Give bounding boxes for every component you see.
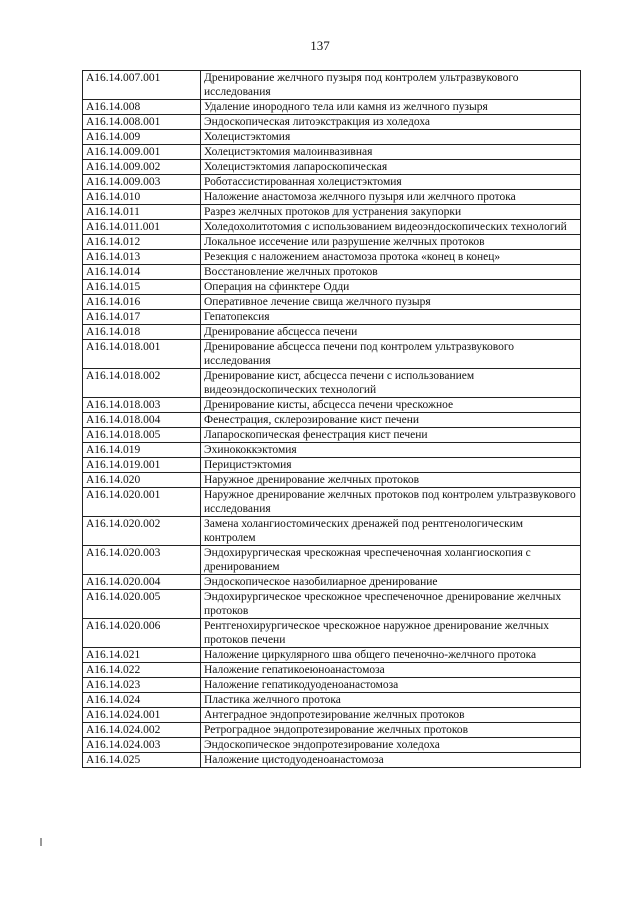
table-row bbox=[83, 458, 581, 473]
scan-mark bbox=[40, 838, 42, 846]
service-code-cell: A16.14.008.001 bbox=[83, 115, 201, 130]
table-row bbox=[83, 100, 581, 115]
page-number: 137 bbox=[310, 38, 330, 53]
table-row bbox=[83, 708, 581, 723]
service-code-cell: A16.14.020.006 bbox=[83, 619, 201, 648]
service-code-cell: A16.14.022 bbox=[83, 663, 201, 678]
table-row bbox=[83, 220, 581, 235]
service-code-cell: A16.14.023 bbox=[83, 678, 201, 693]
service-code-cell: A16.14.018.001 bbox=[83, 340, 201, 369]
service-code-cell: A16.14.009.001 bbox=[83, 145, 201, 160]
service-name-cell: Холецистэктомия малоинвазивная bbox=[201, 145, 581, 160]
service-name-cell: Лапароскопическая фенестрация кист печени bbox=[201, 428, 581, 443]
table-row bbox=[83, 693, 581, 708]
table-row bbox=[83, 663, 581, 678]
service-name-cell: Дренирование абсцесса печени bbox=[201, 325, 581, 340]
service-code-cell: A16.14.013 bbox=[83, 250, 201, 265]
table-row bbox=[83, 160, 581, 175]
service-code-cell: A16.14.009.002 bbox=[83, 160, 201, 175]
service-code-cell: A16.14.018.003 bbox=[83, 398, 201, 413]
table-body bbox=[83, 71, 581, 768]
service-name-cell: Локальное иссечение или разрушение желчных протоков bbox=[201, 235, 581, 250]
service-name-cell: Эндоскопическое назобилиарное дренирование bbox=[201, 575, 581, 590]
service-code-cell: A16.14.021 bbox=[83, 648, 201, 663]
table-row bbox=[83, 443, 581, 458]
table-row bbox=[83, 678, 581, 693]
service-code-cell: A16.14.015 bbox=[83, 280, 201, 295]
service-name-cell: Наложение цистодуоденоанастомоза bbox=[201, 753, 581, 768]
service-name-cell: Резекция с наложением анастомоза протока «конец в конец» bbox=[201, 250, 581, 265]
service-code-cell: A16.14.019 bbox=[83, 443, 201, 458]
service-name-cell: Наружное дренирование желчных протоков под контролем ультразвукового исследования bbox=[201, 488, 581, 517]
service-code-cell: A16.14.020.002 bbox=[83, 517, 201, 546]
table-row bbox=[83, 575, 581, 590]
service-name-cell: Перицистэктомия bbox=[201, 458, 581, 473]
service-name-cell: Наложение гепатикодуоденоанастомоза bbox=[201, 678, 581, 693]
table-row bbox=[83, 265, 581, 280]
table-row bbox=[83, 115, 581, 130]
service-code-cell: A16.14.009 bbox=[83, 130, 201, 145]
service-code-cell: A16.14.018 bbox=[83, 325, 201, 340]
service-codes-table bbox=[82, 70, 581, 768]
service-code-cell: A16.14.018.005 bbox=[83, 428, 201, 443]
table-row bbox=[83, 738, 581, 753]
table-row bbox=[83, 428, 581, 443]
service-name-cell: Холецистэктомия лапароскопическая bbox=[201, 160, 581, 175]
table-row bbox=[83, 145, 581, 160]
service-code-cell: A16.14.019.001 bbox=[83, 458, 201, 473]
service-name-cell: Роботассистированная холецистэктомия bbox=[201, 175, 581, 190]
service-name-cell: Дренирование желчного пузыря под контролем ультразвукового исследования bbox=[201, 71, 581, 100]
service-name-cell: Удаление инородного тела или камня из желчного пузыря bbox=[201, 100, 581, 115]
service-code-cell: A16.14.014 bbox=[83, 265, 201, 280]
service-code-cell: A16.14.012 bbox=[83, 235, 201, 250]
service-code-cell: A16.14.011.001 bbox=[83, 220, 201, 235]
table-row bbox=[83, 369, 581, 398]
table-row bbox=[83, 325, 581, 340]
table-row bbox=[83, 295, 581, 310]
service-name-cell: Антеградное эндопротезирование желчных протоков bbox=[201, 708, 581, 723]
table-row bbox=[83, 753, 581, 768]
service-name-cell: Наложение гепатикоеюноанастомоза bbox=[201, 663, 581, 678]
service-code-cell: A16.14.020.001 bbox=[83, 488, 201, 517]
table-row bbox=[83, 619, 581, 648]
service-name-cell: Замена холангиостомических дренажей под рентгенологическим контролем bbox=[201, 517, 581, 546]
service-name-cell: Эндоскопическая литоэкстракция из холедоха bbox=[201, 115, 581, 130]
service-name-cell: Дренирование кист, абсцесса печени с использованием видеоэндоскопических технологий bbox=[201, 369, 581, 398]
table-row bbox=[83, 488, 581, 517]
service-name-cell: Эндоскопическое эндопротезирование холедоха bbox=[201, 738, 581, 753]
service-name-cell: Пластика желчного протока bbox=[201, 693, 581, 708]
service-name-cell: Наложение циркулярного шва общего печеночно-желчного протока bbox=[201, 648, 581, 663]
table-row bbox=[83, 648, 581, 663]
service-code-cell: A16.14.024.001 bbox=[83, 708, 201, 723]
service-code-cell: A16.14.007.001 bbox=[83, 71, 201, 100]
service-code-cell: A16.14.024.003 bbox=[83, 738, 201, 753]
table-row bbox=[83, 398, 581, 413]
service-code-cell: A16.14.020.004 bbox=[83, 575, 201, 590]
service-name-cell: Фенестрация, склерозирование кист печени bbox=[201, 413, 581, 428]
service-code-cell: A16.14.017 bbox=[83, 310, 201, 325]
service-name-cell: Эхинококкэктомия bbox=[201, 443, 581, 458]
service-name-cell: Разрез желчных протоков для устранения закупорки bbox=[201, 205, 581, 220]
table-row bbox=[83, 190, 581, 205]
table-row bbox=[83, 310, 581, 325]
service-code-cell: A16.14.010 bbox=[83, 190, 201, 205]
service-code-cell: A16.14.009.003 bbox=[83, 175, 201, 190]
service-name-cell: Дренирование кисты, абсцесса печени чрескожное bbox=[201, 398, 581, 413]
service-name-cell: Наружное дренирование желчных протоков bbox=[201, 473, 581, 488]
service-code-cell: A16.14.018.002 bbox=[83, 369, 201, 398]
service-name-cell: Ретроградное эндопротезирование желчных протоков bbox=[201, 723, 581, 738]
table-row bbox=[83, 130, 581, 145]
service-code-cell: A16.14.025 bbox=[83, 753, 201, 768]
service-code-cell: A16.14.020 bbox=[83, 473, 201, 488]
service-code-cell: A16.14.016 bbox=[83, 295, 201, 310]
table-row bbox=[83, 280, 581, 295]
service-name-cell: Дренирование абсцесса печени под контролем ультразвукового исследования bbox=[201, 340, 581, 369]
table-row bbox=[83, 546, 581, 575]
service-name-cell: Восстановление желчных протоков bbox=[201, 265, 581, 280]
table-row bbox=[83, 205, 581, 220]
service-name-cell: Холедохолитотомия с использованием видеоэндоскопических технологий bbox=[201, 220, 581, 235]
service-code-cell: A16.14.024 bbox=[83, 693, 201, 708]
service-code-cell: A16.14.018.004 bbox=[83, 413, 201, 428]
service-code-cell: A16.14.008 bbox=[83, 100, 201, 115]
service-code-cell: A16.14.020.003 bbox=[83, 546, 201, 575]
service-name-cell: Эндохирургическое чрескожное чреспеченочное дренирование желчных протоков bbox=[201, 590, 581, 619]
table-row bbox=[83, 723, 581, 738]
service-name-cell: Рентгенохирургическое чрескожное наружное дренирование желчных протоков печени bbox=[201, 619, 581, 648]
service-name-cell: Холецистэктомия bbox=[201, 130, 581, 145]
table-row bbox=[83, 175, 581, 190]
service-code-cell: A16.14.011 bbox=[83, 205, 201, 220]
table-row bbox=[83, 473, 581, 488]
service-name-cell: Гепатопексия bbox=[201, 310, 581, 325]
service-code-cell: A16.14.020.005 bbox=[83, 590, 201, 619]
table-row bbox=[83, 590, 581, 619]
table-row bbox=[83, 250, 581, 265]
service-code-cell: A16.14.024.002 bbox=[83, 723, 201, 738]
table-row bbox=[83, 340, 581, 369]
table-row bbox=[83, 413, 581, 428]
table-row bbox=[83, 517, 581, 546]
service-name-cell: Оперативное лечение свища желчного пузыря bbox=[201, 295, 581, 310]
table-row bbox=[83, 71, 581, 100]
service-name-cell: Наложение анастомоза желчного пузыря или желчного протока bbox=[201, 190, 581, 205]
table-row bbox=[83, 235, 581, 250]
service-name-cell: Эндохирургическая чрескожная чреспеченочная холангиоскопия с дренированием bbox=[201, 546, 581, 575]
service-name-cell: Операция на сфинктере Одди bbox=[201, 280, 581, 295]
